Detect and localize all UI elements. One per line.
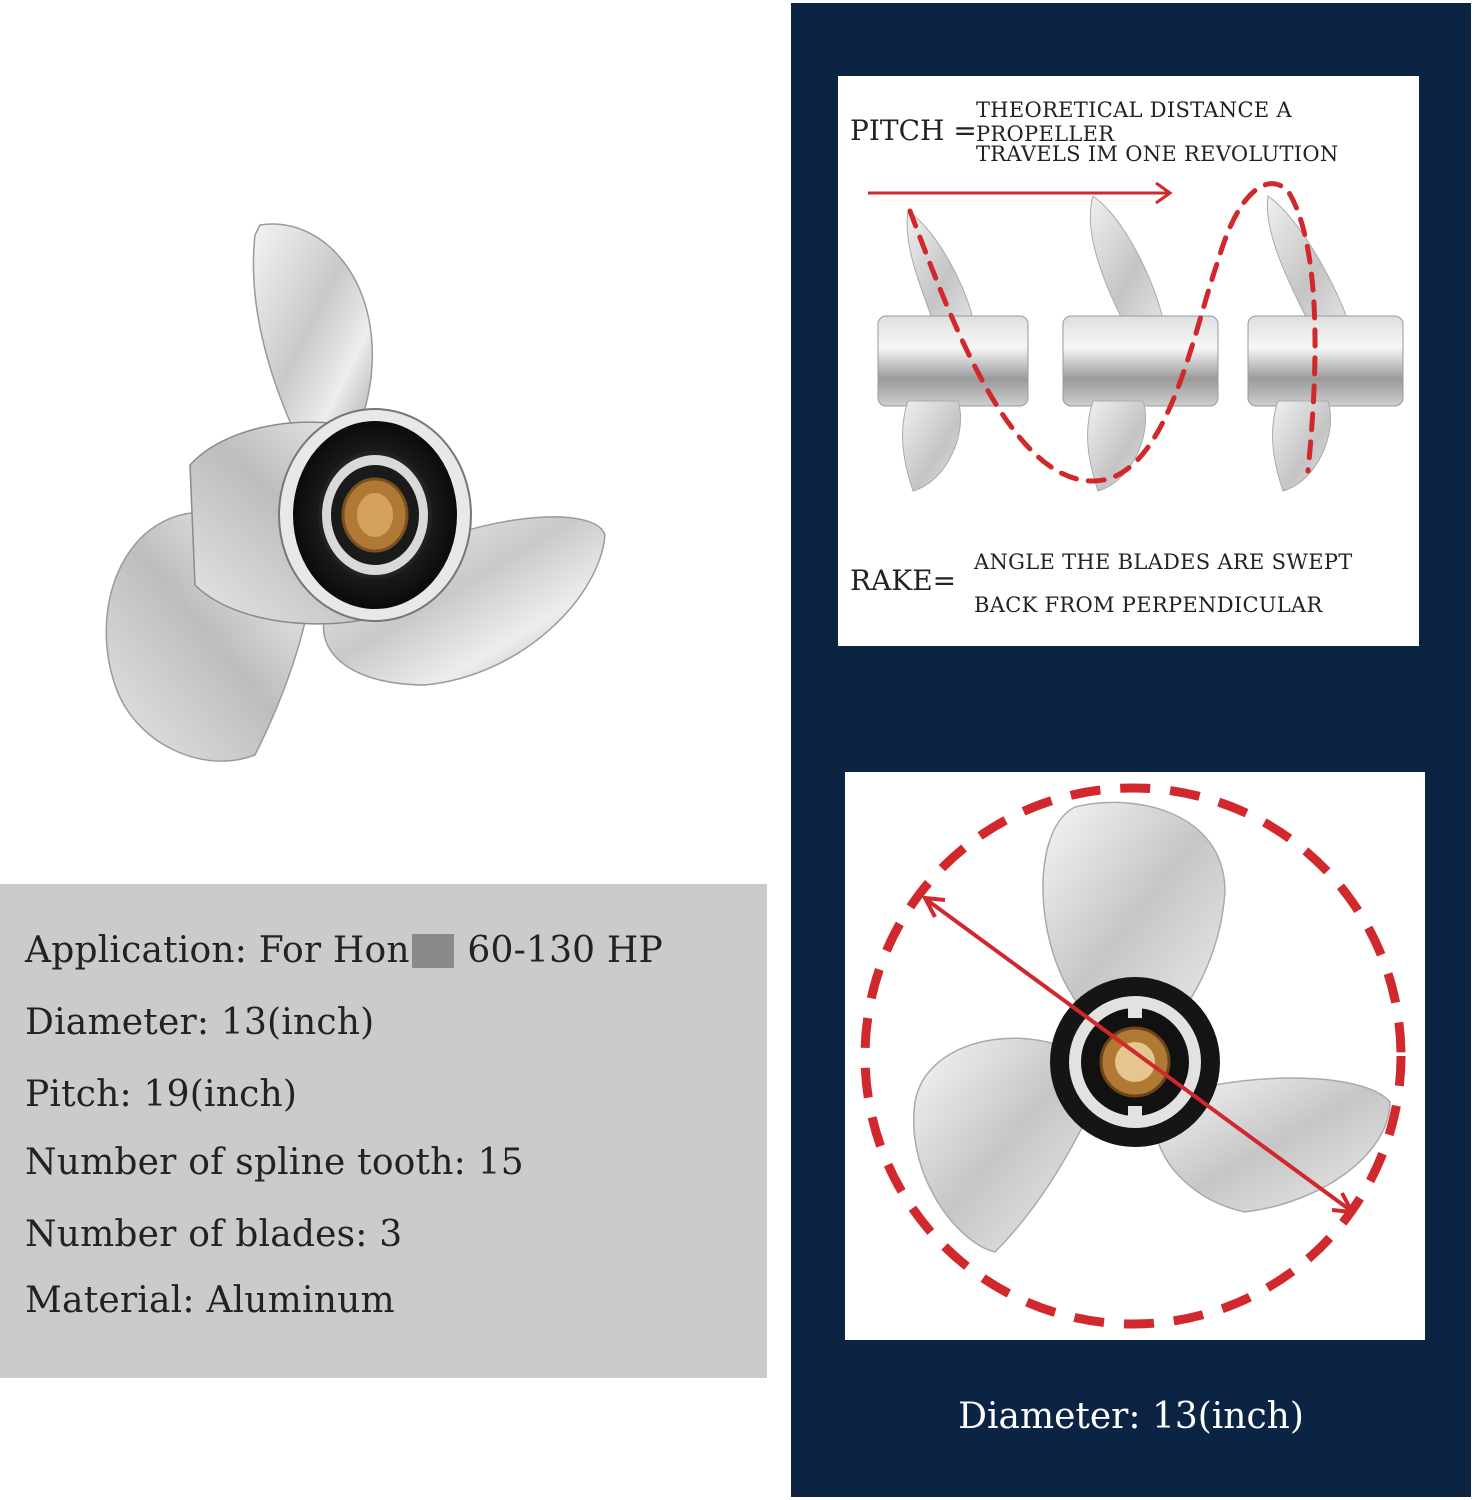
rake-label: RAKE= bbox=[850, 564, 957, 597]
pitch-illustration bbox=[838, 171, 1419, 511]
pitch-label: PITCH = bbox=[850, 114, 977, 147]
spec-material: Material: Aluminum bbox=[25, 1280, 395, 1321]
rake-definition-line2: BACK FROM PERPENDICULAR bbox=[974, 593, 1323, 617]
propeller-product-image bbox=[95, 215, 615, 775]
spec-spline: Number of spline tooth: 15 bbox=[25, 1142, 524, 1183]
rake-definition-line1: ANGLE THE BLADES ARE SWEPT bbox=[974, 550, 1353, 574]
prop-side-view-1 bbox=[878, 211, 1028, 491]
pitch-definition-line2: TRAVELS IM ONE REVOLUTION bbox=[976, 142, 1339, 166]
spec-application: Application: For Hon 60-130 HP bbox=[25, 930, 663, 971]
diameter-illustration bbox=[845, 772, 1425, 1340]
pitch-rake-diagram bbox=[838, 76, 1419, 646]
spec-blades: Number of blades: 3 bbox=[25, 1214, 403, 1255]
prop-side-view-3 bbox=[1248, 196, 1403, 491]
redaction-block bbox=[412, 934, 454, 968]
diameter-caption: Diameter: 13(inch) bbox=[958, 1396, 1304, 1437]
spec-pitch: Pitch: 19(inch) bbox=[25, 1074, 298, 1115]
diameter-diagram bbox=[845, 772, 1425, 1340]
specification-panel bbox=[0, 884, 767, 1378]
pitch-definition-line1: THEORETICAL DISTANCE A PROPELLER bbox=[976, 98, 1292, 146]
spec-diameter: Diameter: 13(inch) bbox=[25, 1002, 375, 1043]
